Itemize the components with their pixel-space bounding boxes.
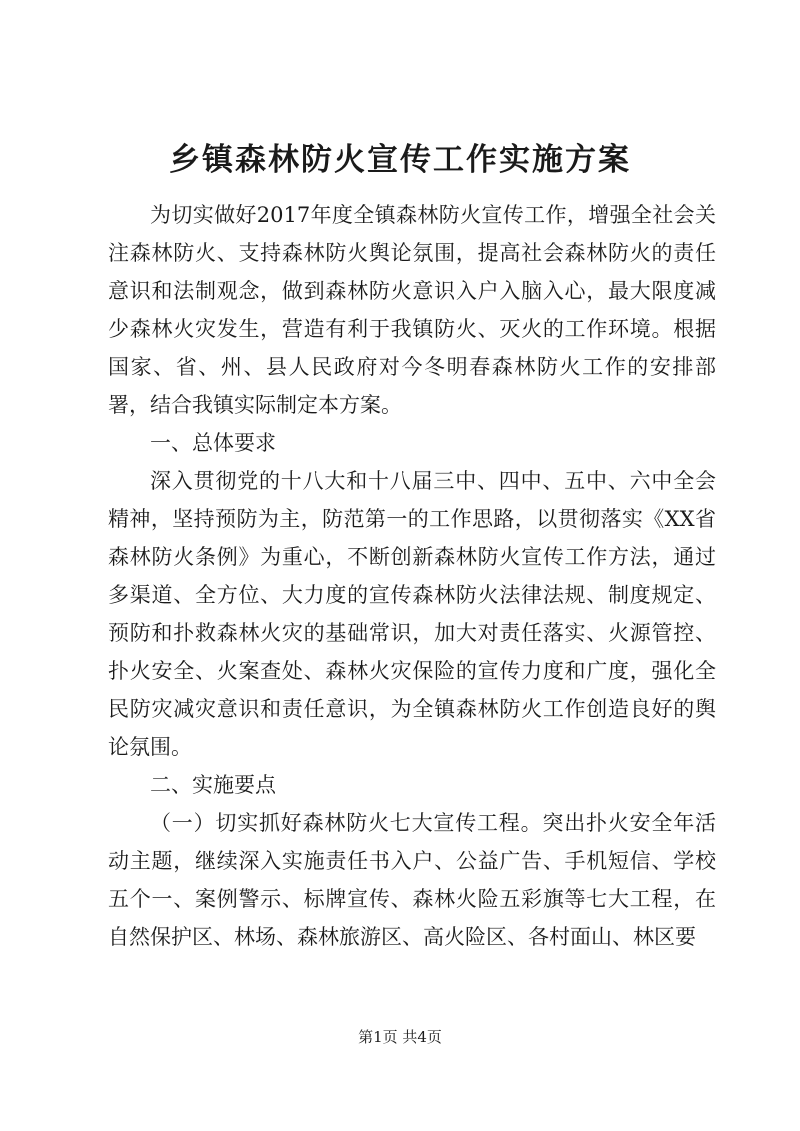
document-title: 乡镇森林防火宣传工作实施方案	[169, 142, 631, 178]
section-heading-general-requirements: 一、总体要求	[150, 431, 276, 455]
section-heading-implementation-points: 二、实施要点	[150, 773, 276, 797]
intro-paragraph: 为切实做好2017年度全镇森林防火宣传工作，增强全社会关注森林防火、支持森林防火舆论氛围，提高社会森林防火的责任意识和法制观念，做到森林防火意识入户入脑入心，最大限度减少森林火灾发生，营造有利于我镇防火、灭火的工作环境。根据国家、省、州、县人民政府对今冬明春森林防火工作的安排部署，结合我镇实际制定本方案。	[108, 203, 716, 417]
document-body	[108, 196, 716, 956]
section-paragraph-implementation-points: （一）切实抓好森林防火七大宣传工程。突出扑火安全年活动主题，继续深入实施责任书入户、公益广告、手机短信、学校五个一、案例警示、标牌宣传、森林火险五彩旗等七大工程，在自然保护区、林场、森林旅游区、高火险区、各村面山、林区要	[108, 811, 716, 949]
page-number-footer: 第1页 共4页	[358, 1028, 442, 1046]
section-paragraph-general-requirements: 深入贯彻党的十八大和十八届三中、四中、五中、六中全会精神，坚持预防为主，防范第一的工作思路，以贯彻落实《XX省森林防火条例》为重心，不断创新森林防火宣传工作方法，通过多渠道、全方位、大力度的宣传森林防火法律法规、制度规定、预防和扑救森林火灾的基础常识，加大对责任落实、火源管控、扑火安全、火案查处、森林火灾保险的宣传力度和广度，强化全民防灾减灾意识和责任意识，为全镇森林防火工作创造良好的舆论氛围。	[108, 469, 716, 759]
